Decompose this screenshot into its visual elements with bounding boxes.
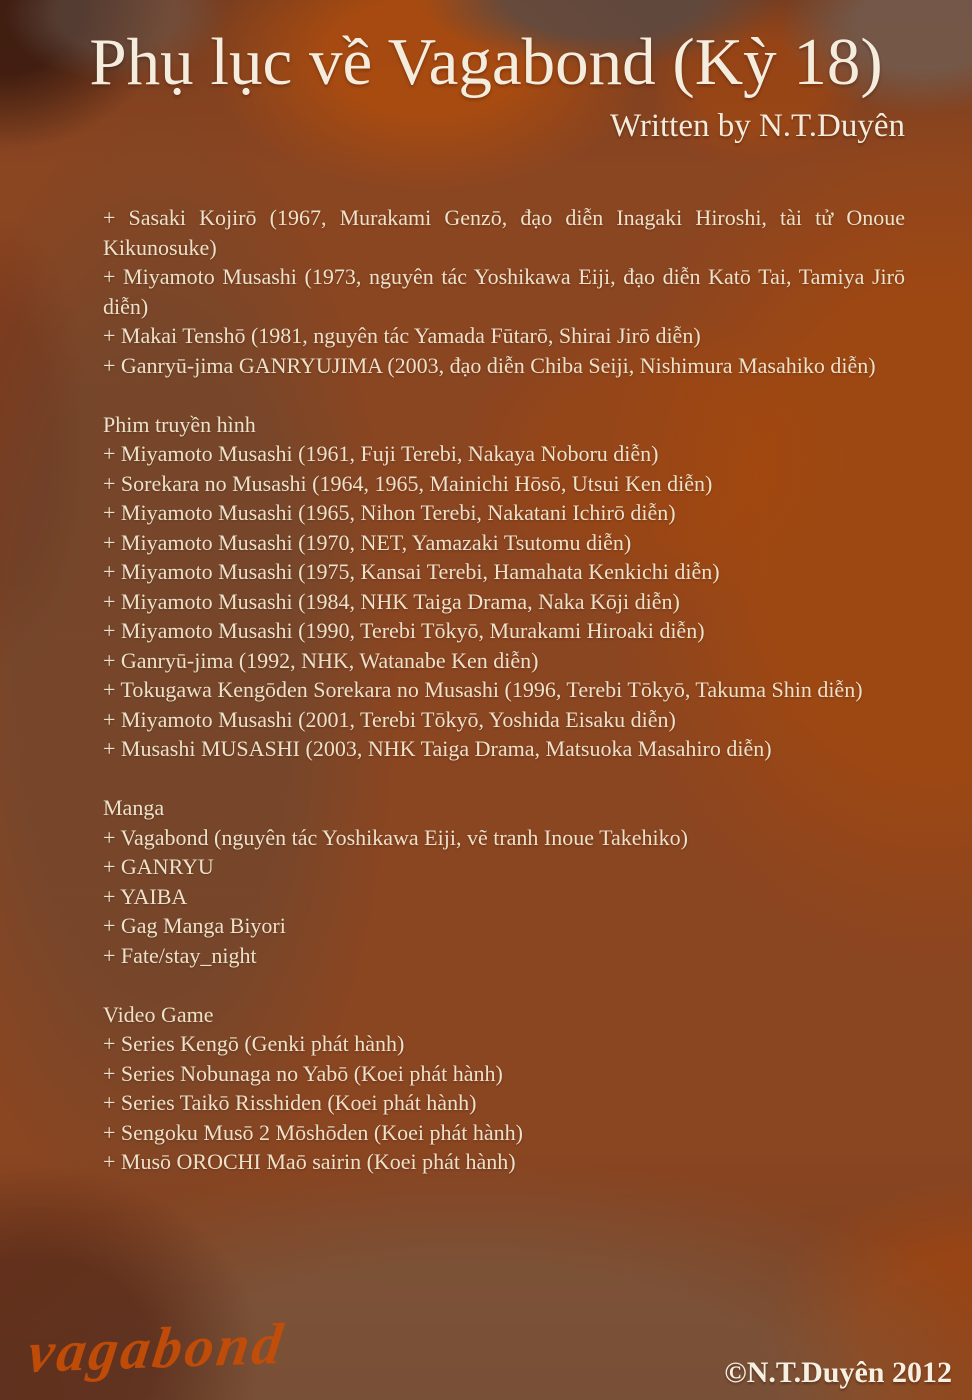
vagabond-watermark: vagabond bbox=[24, 1310, 290, 1385]
list-item: + GANRYU bbox=[103, 854, 214, 879]
list-item: + Series Kengō (Genki phát hành) bbox=[103, 1031, 405, 1056]
list-item: + Musashi MUSASHI (2003, NHK Taiga Drama, Matsuoka Masahiro diễn) bbox=[103, 736, 772, 761]
section bbox=[103, 793, 905, 970]
section-heading: Video Game bbox=[103, 1001, 214, 1027]
byline: Written by N.T.Duyên bbox=[610, 108, 905, 144]
list-item: + Vagabond (nguyên tác Yoshikawa Eiji, vẽ tranh Inoue Takehiko) bbox=[103, 824, 688, 850]
list-item: + Tokugawa Kengōden Sorekara no Musashi (1996, Terebi Tōkyō, Takuma Shin diễn) bbox=[103, 677, 863, 702]
list-item: + Miyamoto Musashi (1984, NHK Taiga Drama, Naka Kōji diễn) bbox=[103, 588, 680, 614]
section-heading: Manga bbox=[103, 795, 165, 820]
list-item: + Series Taikō Risshiden (Koei phát hành) bbox=[103, 1090, 477, 1115]
page-title: Phụ lục về Vagabond (Kỳ 18) bbox=[89, 25, 883, 99]
list-item: + YAIBA bbox=[103, 883, 188, 909]
list-item: + Sasaki Kojirō (1967, Murakami Genzō, đạo diễn Inagaki Hiroshi, tài tử Onoue Kikunosuke) bbox=[103, 205, 905, 260]
list-item: + Sengoku Musō 2 Mōshōden (Koei phát hành) bbox=[103, 1119, 523, 1145]
list-item: + Sorekara no Musashi (1964, 1965, Mainichi Hōsō, Utsui Ken diễn) bbox=[103, 470, 713, 496]
section bbox=[103, 1000, 905, 1177]
list-item: + Miyamoto Musashi (1973, nguyên tác Yoshikawa Eiji, đạo diễn Katō Tai, Tamiya Jirō diễn) bbox=[103, 264, 905, 319]
list-item: + Ganryū-jima (1992, NHK, Watanabe Ken diễn) bbox=[103, 647, 539, 673]
list-item: + Miyamoto Musashi (2001, Terebi Tōkyō, Yoshida Eisaku diễn) bbox=[103, 706, 676, 732]
list-item: + Makai Tenshō (1981, nguyên tác Yamada Fūtarō, Shirai Jirō diễn) bbox=[103, 323, 701, 348]
list-item: + Miyamoto Musashi (1975, Kansai Terebi, Hamahata Kenkichi diễn) bbox=[103, 559, 720, 584]
document-body bbox=[103, 203, 905, 1177]
section-heading: Phim truyền hình bbox=[103, 411, 256, 437]
list-item: + Series Nobunaga no Yabō (Koei phát hành) bbox=[103, 1060, 503, 1086]
list-item: + Miyamoto Musashi (1965, Nihon Terebi, Nakatani Ichirō diễn) bbox=[103, 500, 676, 525]
list-item: + Miyamoto Musashi (1970, NET, Yamazaki Tsutomu diễn) bbox=[103, 529, 632, 555]
list-item: + Musō OROCHI Maō sairin (Koei phát hành) bbox=[103, 1149, 516, 1174]
list-item: + Fate/stay_night bbox=[103, 942, 257, 968]
list-item: + Gag Manga Biyori bbox=[103, 913, 286, 938]
section bbox=[103, 203, 905, 380]
list-item: + Miyamoto Musashi (1990, Terebi Tōkyō, Murakami Hiroaki diễn) bbox=[103, 618, 705, 643]
copyright: ©N.T.Duyên 2012 bbox=[724, 1356, 952, 1389]
list-item: + Miyamoto Musashi (1961, Fuji Terebi, Nakaya Noboru diễn) bbox=[103, 441, 659, 466]
list-item: + Ganryū-jima GANRYUJIMA (2003, đạo diễn Chiba Seiji, Nishimura Masahiko diễn) bbox=[103, 352, 876, 378]
section bbox=[103, 410, 905, 764]
